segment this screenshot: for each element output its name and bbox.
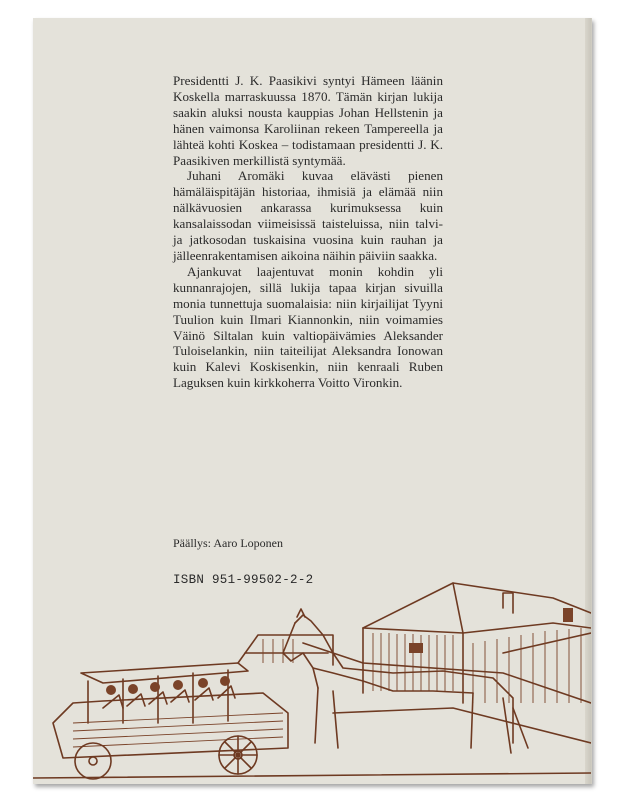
shed-drawing bbox=[238, 635, 333, 665]
book-back-cover bbox=[33, 18, 592, 784]
barn-drawing bbox=[363, 583, 591, 703]
bus-drawing bbox=[53, 663, 288, 779]
blurb-text bbox=[173, 73, 443, 391]
isbn-number: ISBN 951-99502-2-2 bbox=[173, 573, 314, 587]
blurb-paragraph-3: Ajankuvat laajentuvat monin kohdin yli kunnanrajojen, sillä lukija tapaa kirjan sivuilla monia tunnettuja suomalaisia: niin kirjailijat Tyyni Tuulion kuin Ilmari Kiannonkin, niin voimamies Väinö Siltalan kuin valtiopäivämies Aleksander Tuloiselankin, niin taiteilijat Aleksandra Ionowan kuin Kalevi Koskisenkin, niin kenraali Ruben Laguksen kuin kirkkoherra Voitto Vironkin. bbox=[173, 263, 443, 391]
blurb-paragraph-1: Presidentti J. K. Paasikivi syntyi Hämeen läänin Koskella marraskuussa 1870. Tämän kirjan lukija saakin aluksi nousta kauppias Johan Hellstenin ja hänen vaimonsa Karoliinan rekeen Tampereella ja lähteä kohti Koskea – todistamaan presidentti J. K. Paasikiven merkillistä syntymää. bbox=[173, 73, 443, 168]
village-horse-bus-illustration bbox=[33, 573, 591, 784]
blurb-paragraph-2: Juhani Aromäki kuvaa elävästi pienen hämäläispitäjän historiaa, ihmisiä ja elämää niin nälkävuosien ankarassa kurimuksessa kuin kansalaissodan viimeisissä taisteluissa, niin talvi- ja jatkosodan tuskaisina vuosina kuin rauhan ja jälleenrakentamisen aikoina näihin päiviin saakka. bbox=[173, 168, 443, 263]
cover-designer-credit: Päällys: Aaro Loponen bbox=[173, 536, 283, 550]
